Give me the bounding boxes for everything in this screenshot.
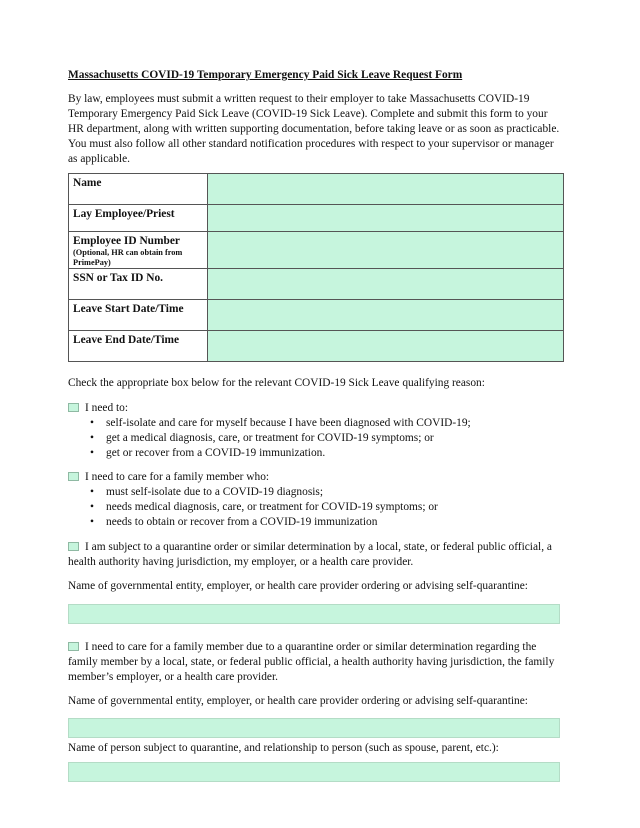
family-care-label: I need to care for a family member who: bbox=[85, 471, 270, 483]
quarantine-family-label: I need to care for a family member due to a quarantine order or similar determination regarding the family member by a local, state, or federal public official, a health authority having jurisdiction, the family member’s employer, or a health care provider. bbox=[68, 641, 555, 683]
intro-paragraph: By law, employees must submit a written request to their employer to take Massachusetts COVID-19 Temporary Emergency Paid Sick Leave (COVID-19 Sick Leave). Complete and submit this form to your HR department, along with written supporting documentation, before taking leave or as soon as practicable. You must also follow all other standard notification procedures with respect to your supervisor or manager as applicable. bbox=[68, 93, 560, 165]
form-page bbox=[68, 60, 564, 782]
leave-end-label: Leave End Date/Time bbox=[69, 331, 208, 362]
form-title: Massachusetts COVID-19 Temporary Emergency Paid Sick Leave Request Form bbox=[68, 69, 463, 81]
quarantine-family-checkbox[interactable] bbox=[68, 642, 79, 651]
list-item: • get or recover from a COVID-19 immunization. bbox=[90, 446, 564, 461]
list-item: • get a medical diagnosis, care, or treatment for COVID-19 symptoms; or bbox=[90, 431, 564, 446]
entity-name-field-2[interactable] bbox=[68, 718, 560, 738]
lay-employee-priest-label: Lay Employee/Priest bbox=[69, 205, 208, 232]
self-care-label: I need to: bbox=[85, 402, 129, 414]
ssn-field[interactable] bbox=[208, 269, 564, 300]
entity-name-field-1[interactable] bbox=[68, 604, 560, 624]
leave-start-field[interactable] bbox=[208, 300, 564, 331]
option-family-care bbox=[68, 470, 564, 485]
leave-end-field[interactable] bbox=[208, 331, 564, 362]
self-care-bullets bbox=[68, 416, 564, 461]
ssn-label: SSN or Tax ID No. bbox=[69, 269, 208, 300]
name-label: Name bbox=[69, 174, 208, 205]
quarantine-self-checkbox[interactable] bbox=[68, 542, 79, 551]
list-item: • needs to obtain or recover from a COVID-19 immunization bbox=[90, 515, 564, 530]
employee-id-note: (Optional, HR can obtain from PrimePay) bbox=[73, 248, 183, 267]
quarantine-self-label: I am subject to a quarantine order or similar determination by a local, state, or federal public official, a health authority having jurisdiction, my employer, or a health care provider. bbox=[68, 541, 552, 568]
self-care-checkbox[interactable] bbox=[68, 403, 79, 412]
option-quarantine-family bbox=[68, 640, 564, 685]
employee-id-label: Employee ID Number (Optional, HR can obtain from PrimePay) bbox=[69, 232, 208, 269]
option-self-care bbox=[68, 401, 564, 416]
employee-id-field[interactable] bbox=[208, 232, 564, 269]
family-care-bullets bbox=[68, 485, 564, 530]
reason-prompt: Check the appropriate box below for the relevant COVID-19 Sick Leave qualifying reason: bbox=[68, 377, 485, 389]
list-item: • needs medical diagnosis, care, or treatment for COVID-19 symptoms; or bbox=[90, 500, 564, 515]
list-item: • must self-isolate due to a COVID-19 diagnosis; bbox=[90, 485, 564, 500]
entity-name-label-2: Name of governmental entity, employer, or health care provider ordering or advising self-quarantine: bbox=[68, 695, 528, 707]
leave-start-label: Leave Start Date/Time bbox=[69, 300, 208, 331]
employee-info-table bbox=[68, 173, 564, 362]
entity-name-label-1: Name of governmental entity, employer, or health care provider ordering or advising self-quarantine: bbox=[68, 580, 528, 592]
list-item: • self-isolate and care for myself because I have been diagnosed with COVID-19; bbox=[90, 416, 564, 431]
name-field[interactable] bbox=[208, 174, 564, 205]
lay-employee-priest-field[interactable] bbox=[208, 205, 564, 232]
person-name-label: Name of person subject to quarantine, and relationship to person (such as spouse, parent, etc.): bbox=[68, 742, 499, 754]
option-quarantine-self bbox=[68, 540, 564, 570]
person-name-field[interactable] bbox=[68, 762, 560, 782]
family-care-checkbox[interactable] bbox=[68, 472, 79, 481]
